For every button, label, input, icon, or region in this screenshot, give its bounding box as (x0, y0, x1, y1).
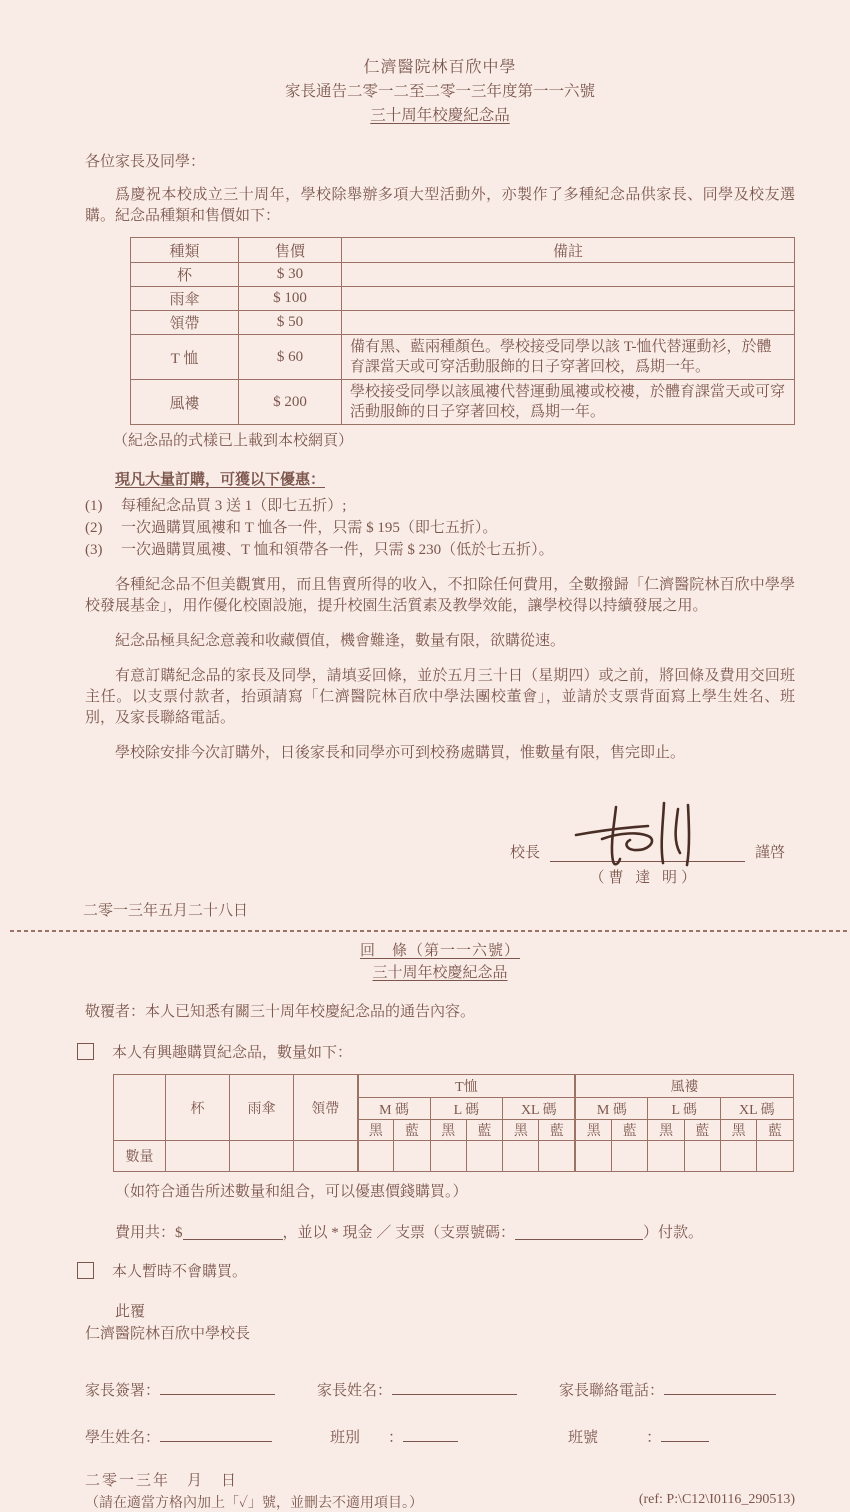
student-name-label: 學生姓名： (85, 1430, 161, 1446)
qty-row-label: 數量 (114, 1141, 166, 1172)
notice-header (85, 56, 795, 128)
notice-number: 家長通告二零一二至二零一三年度第一一六號 (284, 83, 595, 100)
list-item (85, 517, 795, 539)
size-header: XL 碼 (503, 1098, 576, 1120)
item-type: T 恤 (131, 335, 239, 380)
color-header-blue: 藍 (466, 1120, 502, 1141)
offer-item-number: (3) (85, 542, 103, 558)
parent-name-blank[interactable] (392, 1379, 517, 1395)
col-header-remark: 備註 (342, 238, 795, 263)
offer-item-text: 一次過購買風褸和 T 恤各一件，只需 $ 195（即七五折）。 (121, 520, 498, 536)
item-price: $ 50 (239, 311, 342, 335)
color-header-black: 黑 (575, 1120, 611, 1141)
qty-input-cell[interactable] (648, 1141, 684, 1172)
color-header-blue: 藍 (612, 1120, 648, 1141)
table-row (131, 335, 795, 380)
item-price: $ 200 (239, 380, 342, 425)
parent-signature-blank[interactable] (160, 1379, 275, 1395)
footnote-row (85, 1492, 795, 1512)
body-paragraph: 學校除安排今次訂購外，日後家長和同學亦可到校務處購買，惟數量有限，售完即止。 (115, 745, 686, 761)
student-name-blank[interactable] (160, 1426, 272, 1442)
sample-note: （紀念品的式樣已上載到本校網頁） (113, 433, 354, 449)
qty-input-cell[interactable] (721, 1141, 757, 1172)
acknowledgement-text: 敬覆者：本人已知悉有關三十周年校慶紀念品的通告內容。 (85, 1004, 476, 1020)
qty-input-cell[interactable] (757, 1141, 793, 1172)
class-number-label: 班號 (568, 1430, 599, 1446)
class-number-blank[interactable] (661, 1426, 709, 1442)
reply-slip-subject: 三十周年校慶紀念品 (372, 965, 508, 981)
color-header-black: 黑 (358, 1120, 394, 1141)
payment-middle: ，並以 * 現金 ／ 支票（支票號碼： (282, 1225, 516, 1241)
price-table (130, 237, 795, 425)
col-header-cup: 杯 (166, 1075, 230, 1141)
col-header-tie: 領帶 (294, 1075, 358, 1141)
closing-principal: 仁濟醫院林百欣中學校長 (85, 1326, 251, 1342)
group-header-jacket: 風褸 (575, 1075, 793, 1098)
discount-note: （如符合通告所述數量和組合，可以優惠價錢購買。） (115, 1184, 468, 1200)
buy-option-row (85, 1041, 795, 1062)
principal-signature (568, 795, 718, 873)
school-name: 仁濟醫院林百欣中學 (363, 59, 517, 76)
order-quantity-table (113, 1074, 794, 1172)
size-header: M 碼 (575, 1098, 648, 1120)
salutation: 各位家長及同學： (85, 154, 206, 170)
order-table-qty-row (114, 1141, 794, 1172)
qty-input-cell[interactable] (684, 1141, 720, 1172)
corner-cell (114, 1075, 166, 1141)
notice-date: 二零一三年五月二十八日 (83, 903, 249, 919)
parent-phone-blank[interactable] (664, 1379, 776, 1395)
qty-input-cell[interactable] (430, 1141, 466, 1172)
signature-line (550, 803, 745, 862)
item-type: 杯 (131, 263, 239, 287)
footnote-text: （請在適當方格內加上「✓」號，並刪去不適用項目。） (85, 1496, 424, 1511)
ref-text: (ref: P:\C12\I0116_290513) (638, 1492, 795, 1507)
table-row (131, 311, 795, 335)
offer-item-text: 每種紀念品買 3 送 1（即七五折）; (121, 498, 347, 514)
intro-paragraph: 爲慶祝本校成立三十周年，學校除舉辦多項大型活動外，亦製作了多種紀念品供家長、同學及校友選購。紀念品種類和售價如下： (85, 187, 795, 224)
qty-input-cell[interactable] (503, 1141, 539, 1172)
qty-input-cell[interactable] (466, 1141, 502, 1172)
color-header-black: 黑 (721, 1120, 757, 1141)
qty-input-cell[interactable] (612, 1141, 648, 1172)
item-price: $ 100 (239, 287, 342, 311)
qty-input-cell[interactable] (166, 1141, 230, 1172)
total-amount-blank[interactable] (183, 1224, 283, 1240)
table-row (131, 380, 795, 425)
student-fields-row (85, 1426, 795, 1447)
size-header: XL 碼 (721, 1098, 794, 1120)
class-colon: ： (388, 1430, 404, 1446)
group-header-tshirt: T恤 (358, 1075, 576, 1098)
offer-list (85, 495, 795, 561)
parent-fields-row (85, 1379, 795, 1400)
qty-input-cell[interactable] (294, 1141, 358, 1172)
parent-phone-label: 家長聯絡電話： (559, 1383, 665, 1399)
reply-slip-title: 回 條（第一一六號） (359, 943, 520, 959)
buy-option-label: 本人有興趣購買紀念品，數量如下： (112, 1045, 353, 1061)
payment-line (115, 1221, 795, 1242)
item-type: 雨傘 (131, 287, 239, 311)
item-remark (342, 287, 795, 311)
color-header-black: 黑 (503, 1120, 539, 1141)
size-header: M 碼 (358, 1098, 431, 1120)
principal-name: （曹 達 明） (589, 870, 700, 886)
no-buy-checkbox[interactable] (77, 1262, 94, 1279)
signature-block (85, 790, 795, 862)
item-remark (342, 311, 795, 335)
size-header: L 碼 (648, 1098, 721, 1120)
price-table-header-row (131, 238, 795, 263)
table-row (131, 287, 795, 311)
qty-input-cell[interactable] (539, 1141, 575, 1172)
order-table-group-row (114, 1075, 794, 1098)
item-remark (342, 263, 795, 287)
notice-subject: 三十周年校慶紀念品 (370, 107, 510, 124)
tear-line-divider (10, 930, 850, 932)
parent-name-label: 家長姓名： (317, 1383, 393, 1399)
reply-date-line: 二零一三年 月 日 (85, 1473, 239, 1489)
item-price: $ 60 (239, 335, 342, 380)
body-paragraph: 各種紀念品不但美觀實用，而且售賣所得的收入，不扣除任何費用，全數撥歸「仁濟醫院林百欣中學學校發展基金」，用作優化校園設施，提升校園生活質素及教學效能，讓學校得以持續發展之用。 (85, 577, 795, 614)
qty-input-cell[interactable] (575, 1141, 611, 1172)
table-row (131, 263, 795, 287)
item-remark: 備有黑、藍兩種顏色。學校接受同學以該 T-恤代替運動衫，於體育課當天或可穿活動服飾的日子穿著回校，爲期一年。 (342, 335, 795, 380)
body-paragraph: 紀念品極具紀念意義和收藏價值，機會難逢，數量有限，欲購從速。 (115, 633, 566, 649)
item-type: 風褸 (131, 380, 239, 425)
color-header-black: 黑 (648, 1120, 684, 1141)
col-header-price: 售價 (239, 238, 342, 263)
no-buy-label: 本人暫時不會購買。 (112, 1264, 248, 1280)
color-header-blue: 藍 (539, 1120, 575, 1141)
qty-input-cell[interactable] (394, 1141, 430, 1172)
list-item (85, 495, 795, 517)
color-header-blue: 藍 (684, 1120, 720, 1141)
payment-prefix: 費用共：$ (115, 1225, 183, 1241)
color-header-blue: 藍 (757, 1120, 793, 1141)
color-header-blue: 藍 (394, 1120, 430, 1141)
offer-title: 現凡大量訂購，可獲以下優惠： (115, 472, 326, 488)
offer-item-number: (1) (85, 498, 103, 514)
col-header-umbrella: 雨傘 (230, 1075, 294, 1141)
color-header-black: 黑 (430, 1120, 466, 1141)
size-header: L 碼 (430, 1098, 503, 1120)
offer-item-text: 一次過購買風褸、T 恤和領帶各一件，只需 $ 230（低於七五折）。 (121, 542, 554, 558)
reply-slip-header (85, 940, 795, 984)
buy-option-checkbox[interactable] (77, 1043, 94, 1060)
col-header-type: 種類 (131, 238, 239, 263)
parent-signature-label: 家長簽署： (85, 1383, 161, 1399)
item-remark: 學校接受同學以該風褸代替運動風褸或校褸，於體育課當天或可穿活動服飾的日子穿著回校，爲期一年。 (342, 380, 795, 425)
item-price: $ 30 (239, 263, 342, 287)
class-blank[interactable] (403, 1426, 458, 1442)
no-buy-option-row (85, 1260, 795, 1281)
cheque-number-blank[interactable] (515, 1224, 643, 1240)
closing-reply: 此覆 (115, 1304, 146, 1320)
body-paragraph: 有意訂購紀念品的家長及同學，請填妥回條，並於五月三十日（星期四）或之前，將回條及費用交回班主任。以支票付款者，抬頭請寫「仁濟醫院林百欣中學法團校董會」，並請於支票背面寫上學生姓名、班別，及家長聯絡電話。 (85, 668, 795, 726)
qty-input-cell[interactable] (230, 1141, 294, 1172)
item-type: 領帶 (131, 311, 239, 335)
offer-item-number: (2) (85, 520, 103, 536)
payment-suffix: ）付款。 (643, 1225, 704, 1241)
qty-input-cell[interactable] (358, 1141, 394, 1172)
class-label: 班別 (330, 1430, 361, 1446)
class-number-colon: ： (646, 1430, 662, 1446)
principal-label: 校長 (509, 845, 540, 861)
list-item (85, 539, 795, 561)
respectfully-label: 謹啓 (754, 845, 785, 861)
